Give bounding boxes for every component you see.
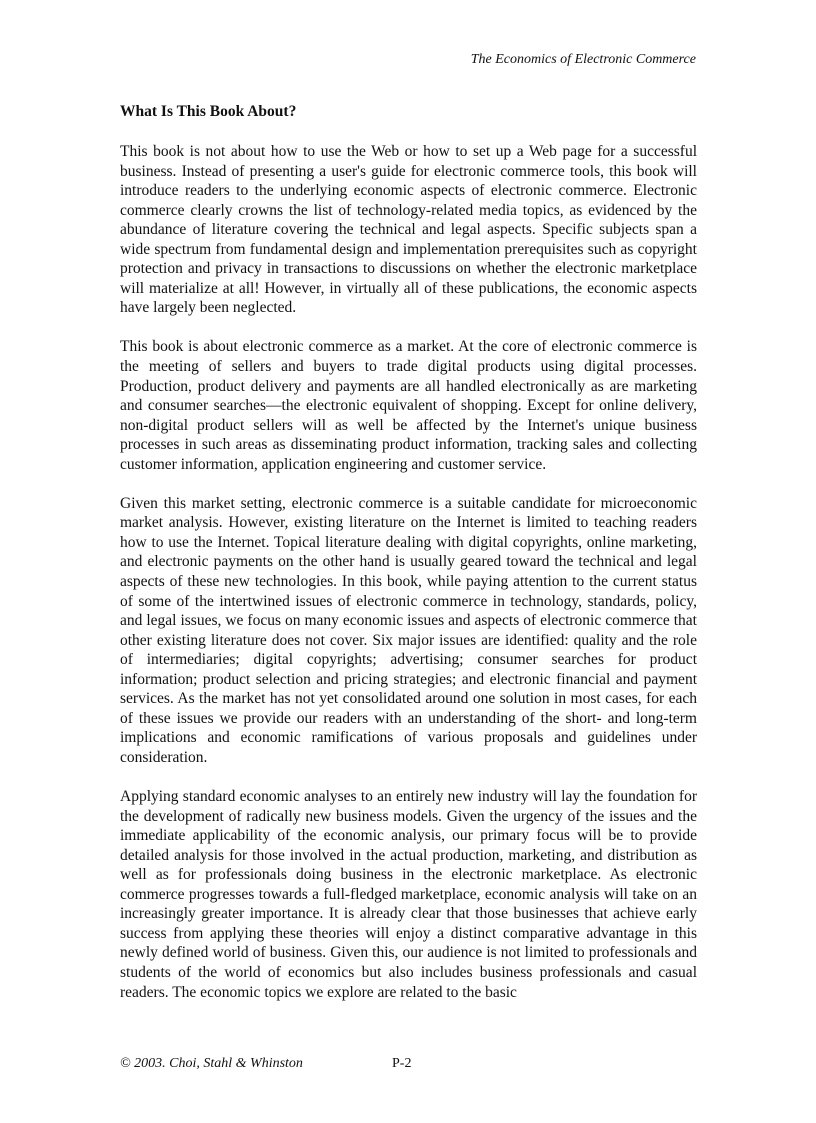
paragraph-1: This book is not about how to use the Web or how to set up a Web page for a successful business. Instead of presenting a user's guide for electronic commerce tools, this book will introduce readers to the underlying economic aspects of electronic commerce. Electronic commerce clearly crowns the list of technology-related media topics, as evidenced by the abundance of literature covering the technical and legal aspects. Specific subjects span a wide spectrum from fundamental design and implementation prerequisites such as copyright protection and privacy in transactions to discussions on whether the electronic marketplace will materialize at all! However, in virtually all of these publications, the economic aspects have largely been neglected. (120, 143, 697, 317)
page-body (120, 102, 697, 1022)
page-number: P-2 (392, 1056, 412, 1071)
section-title: What Is This Book About? (120, 103, 297, 120)
paragraph-3: Given this market setting, electronic commerce is a suitable candidate for microeconomic market analysis. However, existing literature on the Internet is limited to teaching readers how to use the Internet. Topical literature dealing with digital copyrights, online marketing, and electronic payments on the other hand is usually geared toward the technical and legal aspects of these new technologies. In this book, while paying attention to the current status of some of the intertwined issues of electronic commerce in technology, standards, policy, and legal issues, we focus on many economic issues and aspects of electronic commerce that other existing literature does not cover. Six major issues are identified: quality and the role of intermediaries; digital copyrights; advertising; consumer searches for product information; product selection and pricing strategies; and electronic financial and payment services. As the market has not yet consolidated around one solution in most cases, for each of these issues we provide our readers with an understanding of the short- and long-term implications and economic ramifications of various proposals and guidelines under consideration. (120, 494, 697, 766)
running-header: The Economics of Electronic Commerce (470, 52, 696, 67)
paragraph-4: Applying standard economic analyses to an entirely new industry will lay the foundation for the development of radically new business models. Given the urgency of the issues and the immediate applicability of the economic analysis, our primary focus will be to provide detailed analysis for those involved in the actual production, marketing, and distribution as well as for professionals doing business in the electronic marketplace. As electronic commerce progresses towards a full-fledged marketplace, economic analysis will take on an increasingly greater importance. It is already clear that those businesses that achieve early success from applying these theories will enjoy a distinct comparative advantage in this newly defined world of business. Given this, our audience is not limited to professionals and students of the world of economics but also includes business professionals and casual readers. The economic topics we explore are related to the basic (120, 788, 697, 1001)
paragraph-2: This book is about electronic commerce as a market. At the core of electronic commerce is the meeting of sellers and buyers to trade digital products using digital processes. Production, product delivery and payments are all handled electronically as are marketing and consumer searches—the electronic equivalent of shopping. Except for online delivery, non-digital product sellers will as well be affected by the Internet's unique business processes in such areas as disseminating product information, tracking sales and collecting customer information, application engineering and customer service. (120, 338, 697, 473)
footer-copyright: © 2003. Choi, Stahl & Whinston (120, 1056, 303, 1071)
